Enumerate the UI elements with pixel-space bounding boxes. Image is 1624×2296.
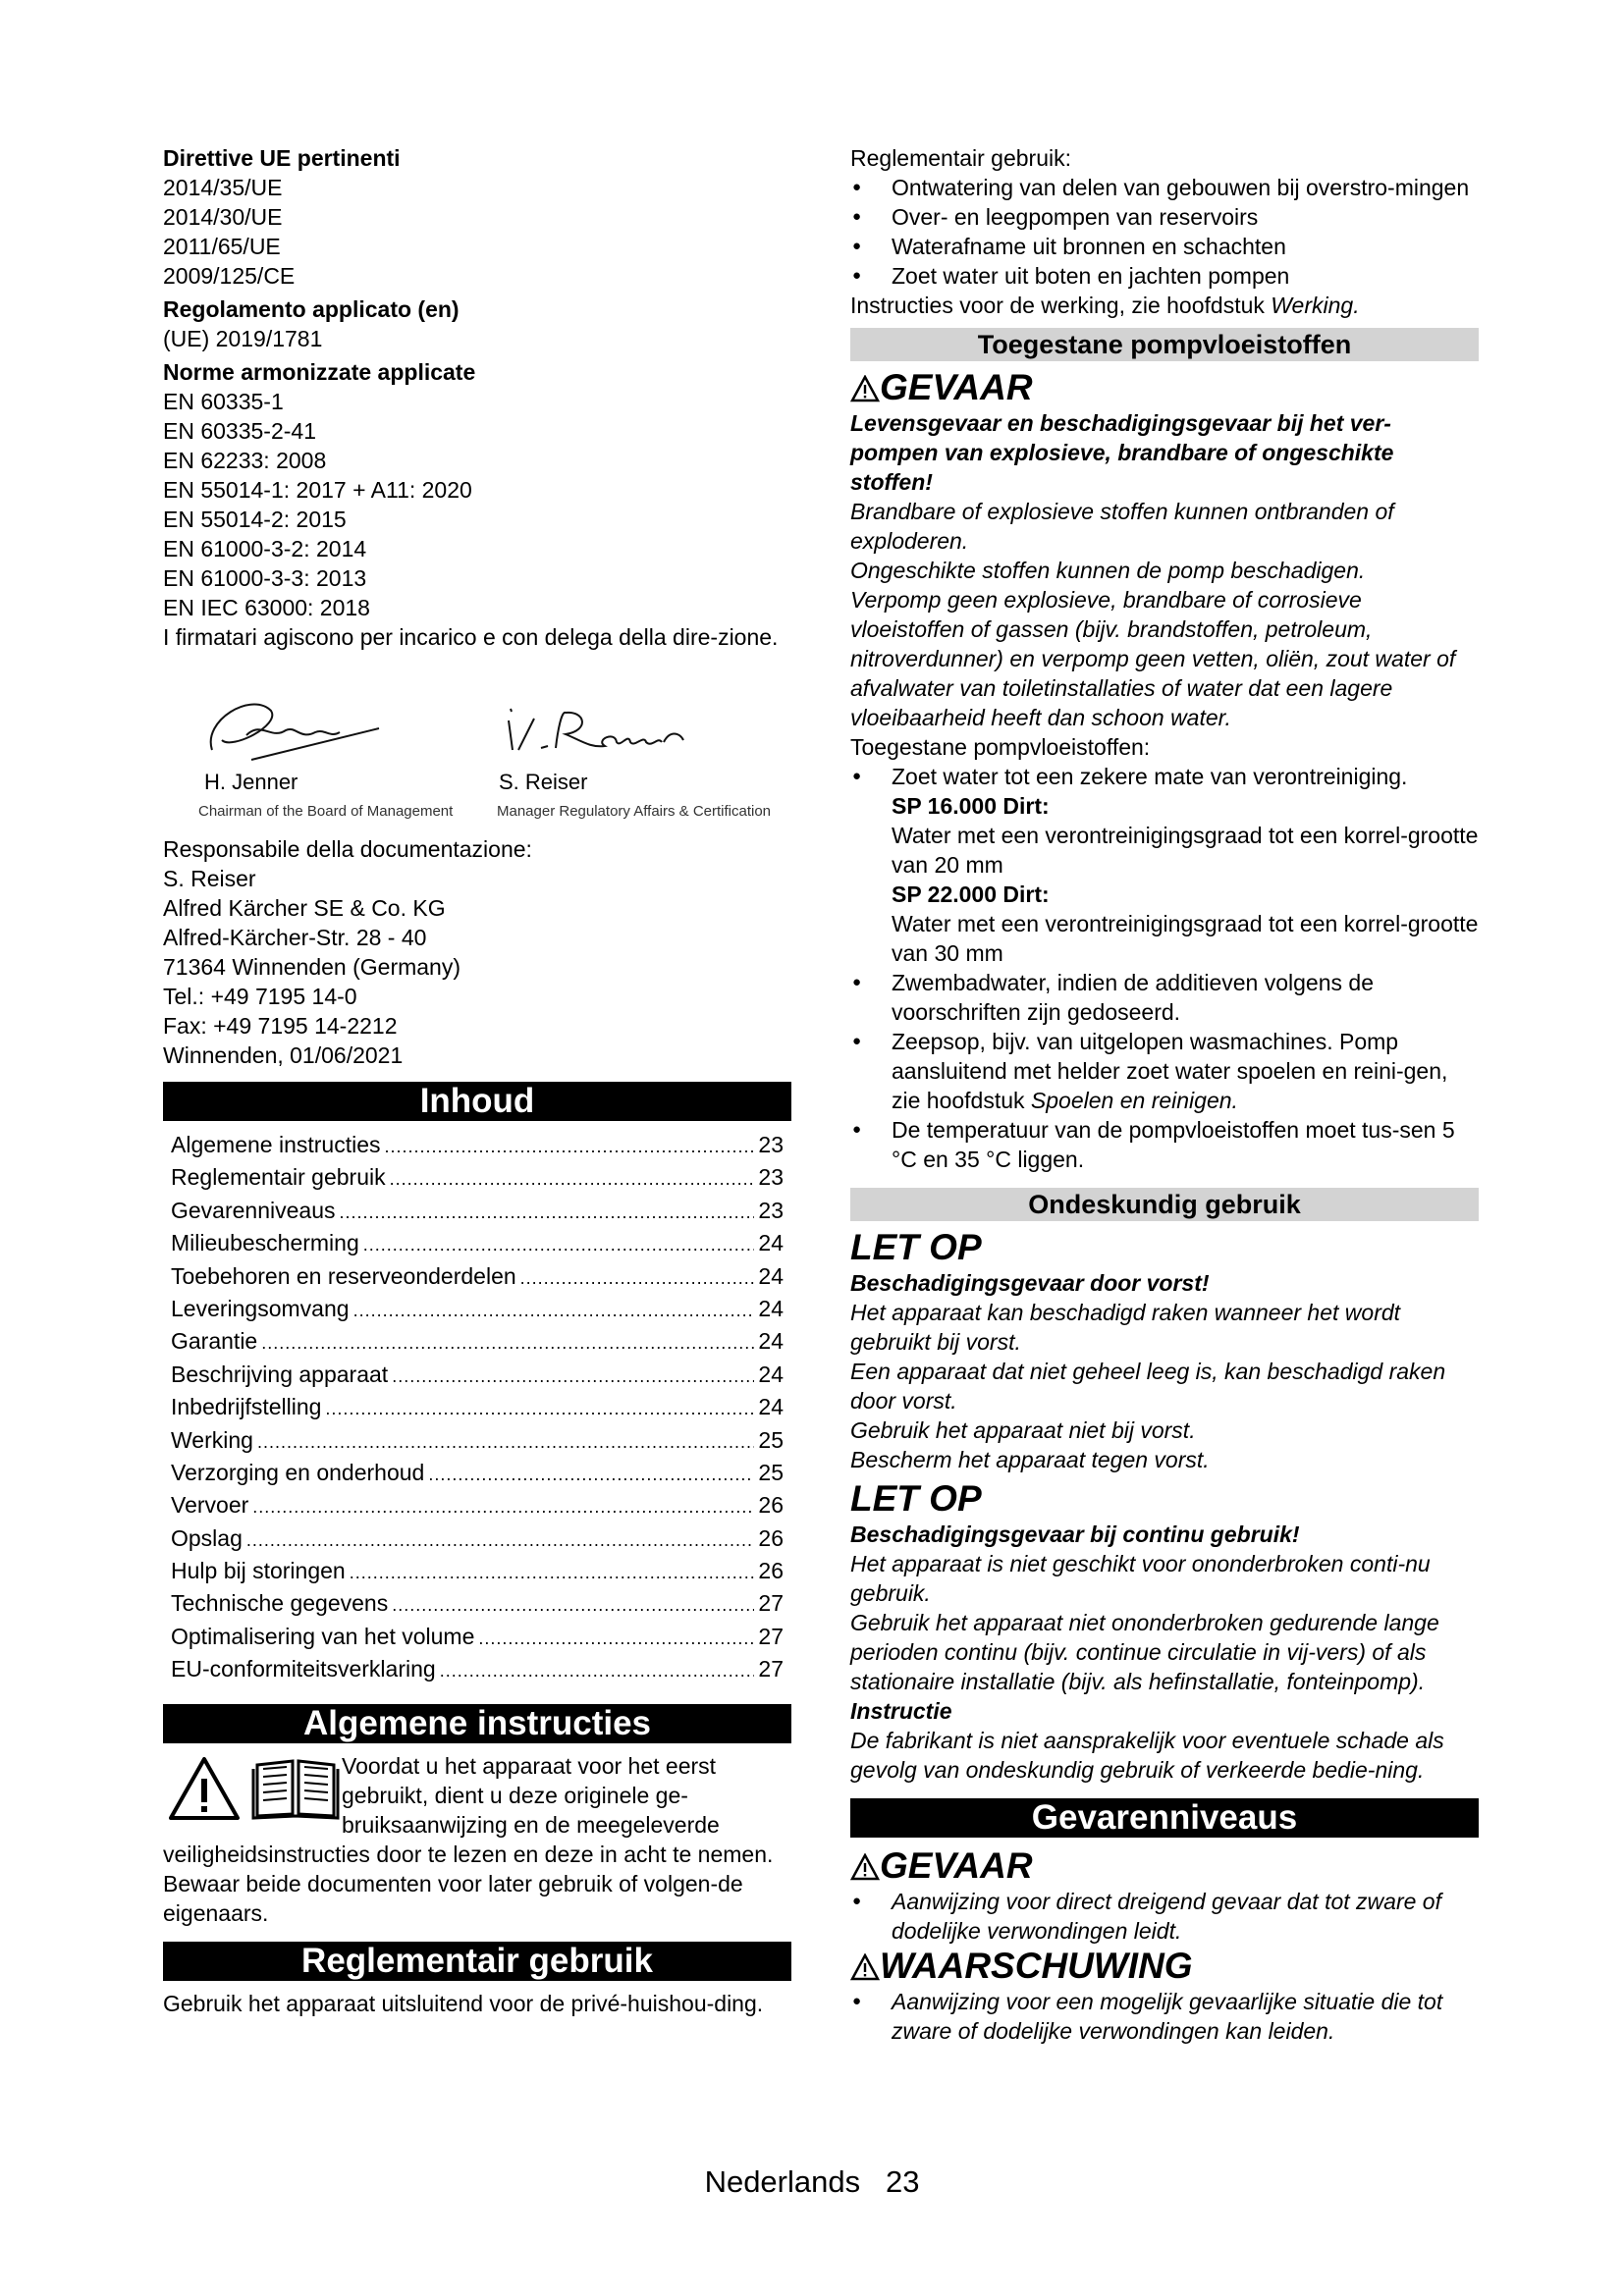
doc-line: Alfred-Kärcher-Str. 28 - 40	[163, 925, 427, 950]
intended-use-p1: Gebruik het apparaat uitsluitend voor de privé-huishou-ding.	[163, 1990, 764, 2016]
toc-entry-label: Garantie	[171, 1328, 258, 1355]
danger-warning-title-text: GEVAAR	[880, 367, 1033, 407]
toc-entry[interactable]	[171, 1424, 784, 1457]
toc-entry-label: Verzorging en onderhoud	[171, 1459, 425, 1485]
regulation-title: Regolamento applicato (en)	[163, 296, 460, 322]
toc-entry-page: 23	[758, 1132, 784, 1157]
list-item: ● De temperatuur van de pompvloeistoffen moet tus-sen 5 °C en 35 °C liggen.	[850, 1115, 1479, 1174]
danger-warning-bold: Levensgevaar en beschadigingsgevaar bij het ver-pompen van explosieve, brandbare of ongeschikte stoffen!	[850, 410, 1394, 495]
doc-line: Alfred Kärcher SE & Co. KG	[163, 895, 446, 921]
toc-entry-label: Optimalisering van het volume	[171, 1623, 475, 1649]
list-item: ● Over- en leegpompen van reservoirs	[850, 202, 1479, 232]
notice1-p4: Bescherm het apparaat tegen vorst.	[850, 1447, 1210, 1472]
toc-entry[interactable]	[171, 1555, 784, 1587]
list-item: ● Zoet water uit boten en jachten pompen	[850, 261, 1479, 291]
toc-entry[interactable]	[171, 1195, 784, 1227]
toc-entry-page: 24	[758, 1361, 784, 1387]
toc-dot-leader	[478, 1623, 754, 1655]
warning-triangle-icon	[167, 1755, 242, 1822]
danger-warning-p1: Brandbare of explosieve stoffen kunnen ontbranden of exploderen.	[850, 499, 1394, 554]
directives-list	[163, 173, 791, 291]
toc-entry[interactable]	[171, 1391, 784, 1423]
toc-entry[interactable]	[171, 1227, 784, 1259]
doc-line: Fax: +49 7195 14-2212	[163, 1013, 398, 1039]
toc-entry[interactable]	[171, 1522, 784, 1555]
general-instructions-p1-text: Voordat u het apparaat voor het eerst gebruikt, dient u deze originele ge-bruiksaanwijzing en de meegeleverde veiligheidsinstructies door te lezen en deze in acht te nemen.	[163, 1752, 774, 1867]
norm-item: EN 55014-2: 2015	[163, 507, 347, 532]
toc-entry-label: Milieubescherming	[171, 1230, 359, 1256]
toc-entry-label: Opslag	[171, 1524, 243, 1551]
sp22000-title: SP 22.000 Dirt:	[892, 881, 1050, 907]
toc-heading: Inhoud	[163, 1082, 791, 1121]
directive-item: 2014/30/UE	[163, 204, 283, 230]
toc-entry-page: 27	[758, 1656, 784, 1682]
toc-entry-label: Hulp bij storingen	[171, 1558, 346, 1584]
sp16000-text: Water met een verontreinigingsgraad tot een korrel-grootte van 20 mm	[892, 823, 1479, 878]
toc-dot-leader	[428, 1459, 754, 1491]
toc-entry-page: 24	[758, 1230, 784, 1256]
intended-use-list	[850, 173, 1479, 291]
toc-entry-page: 25	[758, 1459, 784, 1485]
toc-entry-page: 24	[758, 1394, 784, 1420]
norm-item: EN IEC 63000: 2018	[163, 595, 370, 620]
toc-entry-page: 27	[758, 1623, 784, 1649]
norm-item: EN 61000-3-3: 2013	[163, 565, 367, 591]
notice2-p1: Het apparaat is niet geschikt voor ononderbroken conti-nu gebruik.	[850, 1551, 1431, 1606]
directive-item: 2011/65/UE	[163, 234, 281, 259]
toc-entry-label: Beschrijving apparaat	[171, 1361, 389, 1387]
operation-note-ref: Werking.	[1271, 293, 1360, 318]
toc-entry-page: 23	[758, 1164, 784, 1191]
signature-jenner-image	[192, 681, 389, 770]
manual-book-icon	[251, 1755, 340, 1820]
footer-language: Nederlands	[704, 2164, 861, 2199]
toc-entry[interactable]	[171, 1653, 784, 1685]
toc-entry-page: 27	[758, 1590, 784, 1617]
toc-entry[interactable]	[171, 1325, 784, 1358]
toc-dot-leader	[252, 1491, 754, 1523]
sp16000-title: SP 16.000 Dirt:	[892, 793, 1050, 819]
improper-use-heading: Ondeskundig gebruik	[850, 1188, 1479, 1221]
toc-entry-label: Inbedrijfstelling	[171, 1394, 322, 1420]
signature-name-jenner: H. Jenner	[204, 770, 298, 794]
hazard-warning-list	[850, 1987, 1479, 2046]
signature-role-reiser: Manager Regulatory Affairs & Certification	[497, 803, 772, 820]
toc-entry[interactable]	[171, 1359, 784, 1391]
list-item: ● Ontwatering van delen van gebouwen bij overstro-mingen	[850, 173, 1479, 202]
notice1-p1: Het apparaat kan beschadigd raken wanneer het wordt gebruikt bij vorst.	[850, 1300, 1401, 1355]
toc-dot-leader	[350, 1557, 755, 1589]
toc-entry-label: Werking	[171, 1426, 253, 1453]
regulation-item: (UE) 2019/1781	[163, 326, 323, 351]
warning-triangle-icon	[850, 375, 880, 402]
hazard-warning-title	[850, 1946, 1479, 1987]
danger-warning-title	[850, 367, 1479, 408]
list-item: ● Aanwijzing voor direct dreigend gevaar dat tot zware of dodelijke verwondingen leidt.	[850, 1887, 1479, 1946]
intended-use-intro: Reglementair gebruik:	[850, 145, 1072, 171]
notice1-p3: Gebruik het apparaat niet bij vorst.	[850, 1417, 1196, 1443]
danger-warning-p3: Verpomp geen explosieve, brandbare of corrosieve vloeistoffen of gassen (bijv. brandstoffen, petroleum, nitroverdunner) en verpomp geen vetten, oliën, zout water of afvalwater van toiletinstallaties of water dat een lagere vloeibaarheid heeft dan schoon water.	[850, 587, 1456, 730]
toc-entry[interactable]	[171, 1489, 784, 1522]
toc-entry-label: Leveringsomvang	[171, 1295, 350, 1321]
left-column	[163, 143, 791, 2018]
directives-title: Direttive UE pertinenti	[163, 145, 401, 171]
toc-entry-label: Gevarenniveaus	[171, 1197, 336, 1223]
toc-dot-leader	[392, 1361, 754, 1393]
doc-line: Winnenden, 01/06/2021	[163, 1042, 404, 1068]
toc-dot-leader	[520, 1262, 755, 1295]
operation-note	[850, 291, 1479, 320]
toc-dot-leader	[246, 1524, 755, 1557]
doc-line: Responsabile della documentazione:	[163, 836, 532, 862]
toc-entry-page: 23	[758, 1197, 784, 1223]
toc-entry-label: Technische gegevens	[171, 1590, 389, 1617]
toc-entry[interactable]	[171, 1129, 784, 1161]
toc-entry-page: 26	[758, 1558, 784, 1584]
sp22000-text: Water met een verontreinigingsgraad tot een korrel-grootte van 30 mm	[892, 911, 1479, 966]
list-item	[850, 1027, 1479, 1115]
page-footer	[0, 2164, 1624, 2199]
doc-line: 71364 Winnenden (Germany)	[163, 954, 460, 980]
warning-triangle-icon	[850, 1853, 880, 1881]
hazard-danger-list	[850, 1887, 1479, 1946]
norms-title: Norme armonizzate applicate	[163, 359, 476, 385]
general-instructions-body	[163, 1751, 791, 1928]
toc-entry[interactable]	[171, 1293, 784, 1325]
toc-entry-label: Toebehoren en reserveonderdelen	[171, 1262, 516, 1289]
toc-entry[interactable]	[171, 1161, 784, 1194]
notice1-title: LET OP	[850, 1227, 982, 1267]
signature-reiser-image	[497, 691, 693, 770]
hazard-danger-title-text: GEVAAR	[880, 1845, 1033, 1886]
intended-use-heading: Reglementair gebruik	[163, 1942, 791, 1981]
toc-entry[interactable]	[171, 1621, 784, 1653]
general-instructions-heading: Algemene instructies	[163, 1704, 791, 1743]
list-item-text: Zoet water tot een zekere mate van verontreiniging.	[892, 764, 1408, 789]
permitted-fluids-list	[850, 762, 1479, 1174]
signature-name-reiser: S. Reiser	[499, 770, 588, 794]
right-column	[850, 143, 1479, 2046]
list-item-text: Zeepsop, bijv. van uitgelopen wasmachines. Pomp aansluitend met helder zoet water spoelen en reini-gen, zie hoofdstuk	[892, 1029, 1448, 1113]
operation-note-text: Instructies voor de werking, zie hoofdstuk	[850, 293, 1272, 318]
toc-entry-label: Reglementair gebruik	[171, 1164, 386, 1191]
toc-entry[interactable]	[171, 1457, 784, 1489]
doc-line: Tel.: +49 7195 14-0	[163, 984, 357, 1009]
general-instructions-p2: Bewaar beide documenten voor later gebruik of volgen-de eigenaars.	[163, 1870, 743, 1926]
notice2-bold: Beschadigingsgevaar bij continu gebruik!	[850, 1522, 1300, 1547]
toc-dot-leader	[363, 1229, 755, 1261]
toc-entry-label: EU-conformiteitsverklaring	[171, 1656, 436, 1682]
list-item: ● Waterafname uit bronnen en schachten	[850, 232, 1479, 261]
footer-page-number: 23	[885, 2164, 920, 2199]
toc-dot-leader	[390, 1163, 755, 1196]
norm-item: EN 62233: 2008	[163, 448, 327, 473]
notice2-p3: De fabrikant is niet aansprakelijk voor eventuele schade als gevolg van ondeskundig gebruik of verkeerde bedie-ning.	[850, 1728, 1444, 1783]
permitted-list-intro: Toegestane pompvloeistoffen:	[850, 734, 1151, 760]
danger-warning-p2: Ongeschikte stoffen kunnen de pomp beschadigen.	[850, 558, 1366, 583]
toc-entry[interactable]	[171, 1587, 784, 1620]
toc-entry-label: Algemene instructies	[171, 1132, 381, 1157]
warning-triangle-icon	[850, 1953, 880, 1981]
toc-dot-leader	[353, 1295, 755, 1327]
toc-entry[interactable]	[171, 1260, 784, 1293]
toc-dot-leader	[340, 1197, 755, 1229]
norm-item: EN 60335-2-41	[163, 418, 316, 444]
toc-entry-page: 26	[758, 1524, 784, 1551]
toc-dot-leader	[261, 1327, 754, 1360]
list-item: ● Aanwijzing voor een mogelijk gevaarlijke situatie die tot zware of dodelijke verwondingen kan leiden.	[850, 1987, 1479, 2046]
notice2-p2: Gebruik het apparaat niet ononderbroken gedurende lange perioden continu (bijv. continue circulatie in vij-vers) of als stationaire installatie (bijv. als hefinstallatie, fonteinpomp).	[850, 1610, 1439, 1694]
norms-list	[163, 387, 791, 622]
list-item-ref: Spoelen en reinigen.	[1030, 1088, 1238, 1113]
hazard-danger-title	[850, 1845, 1479, 1887]
toc-entry-page: 26	[758, 1492, 784, 1519]
list-item	[850, 762, 1479, 968]
toc-entry-label: Vervoer	[171, 1492, 249, 1519]
intro-icons	[167, 1755, 340, 1822]
hazard-levels-heading: Gevarenniveaus	[850, 1798, 1479, 1838]
table-of-contents	[171, 1129, 784, 1686]
hazard-warning-title-text: WAARSCHUWING	[880, 1946, 1193, 1986]
directive-item: 2009/125/CE	[163, 263, 296, 289]
norm-item: EN 60335-1	[163, 389, 284, 414]
notice1-p2: Een apparaat dat niet geheel leeg is, kan beschadigd raken door vorst.	[850, 1359, 1446, 1414]
signatories-note: I firmatari agiscono per incarico e con delega della dire-zione.	[163, 624, 779, 650]
toc-dot-leader	[385, 1131, 755, 1163]
notice2-sub: Instructie	[850, 1698, 952, 1724]
toc-entry-page: 24	[758, 1262, 784, 1289]
toc-dot-leader	[325, 1393, 754, 1425]
toc-dot-leader	[392, 1589, 754, 1622]
notice2-title: LET OP	[850, 1478, 982, 1519]
documentation-block	[163, 834, 791, 1070]
signature-role-jenner: Chairman of the Board of Management	[198, 803, 454, 820]
permitted-fluids-heading: Toegestane pompvloeistoffen	[850, 328, 1479, 361]
toc-dot-leader	[257, 1426, 754, 1459]
toc-dot-leader	[440, 1655, 755, 1687]
norm-item: EN 61000-3-2: 2014	[163, 536, 367, 561]
signature-block	[163, 652, 791, 827]
toc-entry-page: 24	[758, 1328, 784, 1355]
toc-entry-page: 24	[758, 1295, 784, 1321]
list-item: ● Zwembadwater, indien de additieven volgens de voorschriften zijn gedoseerd.	[850, 968, 1479, 1027]
norm-item: EN 55014-1: 2017 + A11: 2020	[163, 477, 472, 503]
directive-item: 2014/35/UE	[163, 175, 283, 200]
notice1-bold: Beschadigingsgevaar door vorst!	[850, 1270, 1210, 1296]
toc-entry-page: 25	[758, 1426, 784, 1453]
doc-line: S. Reiser	[163, 866, 256, 891]
